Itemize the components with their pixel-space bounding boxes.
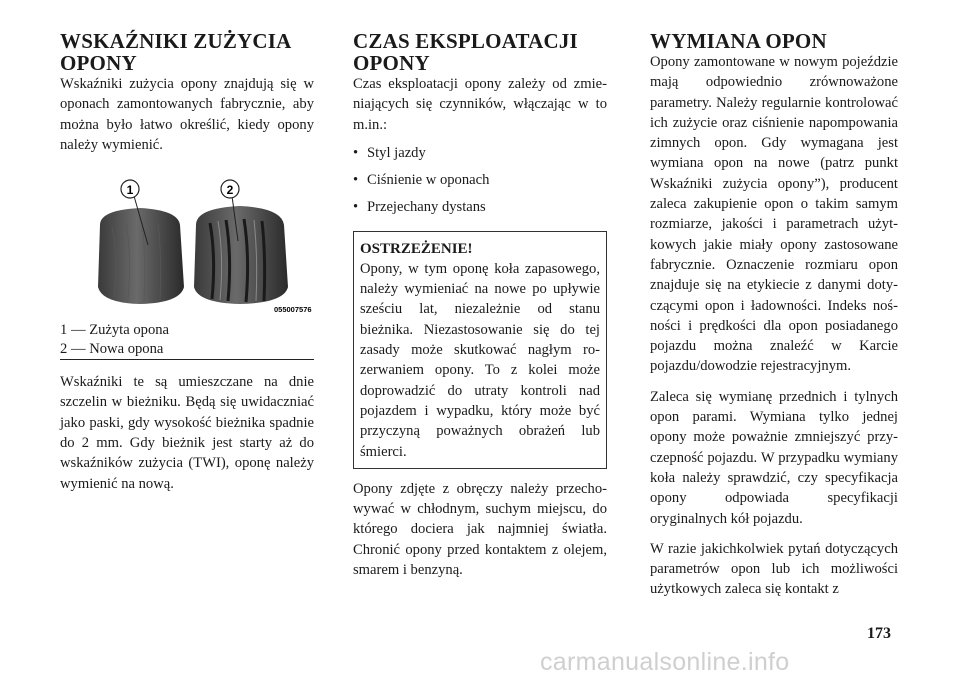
column-2 [353, 30, 607, 580]
warning-text: Opony, w tym oponę koła zapasowego, należy wymieniać na nowe po upływie sześciu lat, niezależnie od stanu bieżnika. Niezastosowanie się do tej zasady może skutkować nagłym rozerwaniem opony. To z kolei może doprowadzić do utraty kontroli nad pojazdem i wypadku, który może być przyczyną poważnych obrażeń lub śmierci. [360, 260, 600, 460]
watermark: carmanualsonline.info [540, 648, 790, 676]
callout-2-label: 2 [226, 183, 234, 198]
replacement-para-3: W razie jakichkolwiek pytań dotyczących parametrów opon lub ich możliwości użytkowych zaleca się kontakt z [650, 540, 898, 598]
list-item: • Przejechany dystans [353, 198, 486, 215]
caption-new: 2 — Nowa opona [60, 341, 164, 358]
warning-box [353, 231, 607, 469]
section-heading-tire-life: CZAS EKSPLOATACJI OPONY [353, 29, 578, 75]
new-tire [194, 206, 288, 304]
tire-comparison-image [60, 175, 314, 315]
warning-title: OSTRZEŻENIE! [360, 240, 473, 257]
worn-tire [98, 208, 184, 304]
tire-storage-text: Opony zdjęte z obręczy należy przechowywać w chłodnym, suchym miejscu, do którego dociera jak najmniej światła. Chronić opony przed kontaktem z olejem, smarem i benzyną. [353, 480, 607, 579]
tire-life-intro: Czas eksploatacji opony zależy od zmieniających się czynników, włączając w to m.in.: [353, 76, 607, 133]
page-number: 173 [867, 625, 891, 642]
caption-rule [60, 359, 314, 360]
section-heading-tread-wear: WSKAŹNIKI ZUŻYCIA OPONY [60, 29, 291, 75]
column-3 [650, 30, 898, 600]
factor-list [353, 143, 607, 217]
column-1 [60, 30, 314, 494]
tread-wear-intro: Wskaźniki zużycia opony znajdują się w oponach zamontowanych fabrycznie, aby można było łatwo określić, kiedy opony należy wymienić. [60, 76, 314, 153]
list-item: • Ciśnienie w oponach [353, 171, 490, 188]
section-heading-tire-replacement: WYMIANA OPON [650, 29, 827, 53]
callout-1-label: 1 [126, 183, 134, 198]
figure-code: 055007576 [274, 305, 312, 315]
tire-illustration [60, 175, 314, 315]
list-item: • Styl jazdy [353, 144, 426, 161]
replacement-para-1: Opony zamontowane w nowym pojeździe mają odpowiednio zrównoważone parametry. Należy regularnie kontrolować ich zużycie oraz ciśnienie napompowania zimnych opon. Gdy wymagana jest wymiana opon na nowe (patrz punkt Wskaźniki zużycia opony”), producent zaleca zakupienie opon o takim samym rozmiarze, jakości i parametrach użytkowych jakie miały opony zastosowane fabrycznie. Oznaczenie rozmiaru opon znajduje się na etykiecie z danymi dotyczącymi opon i ładowności. Indeks nośności i prędkości dla opon posiadanego pojazdu można znaleźć w Karcie pojazdu/dowodzie rejestracyjnym. [650, 54, 898, 375]
caption-worn: 1 — Zużyta opona [60, 322, 170, 339]
replacement-para-2: Zaleca się wymianę przednich i tylnych opon parami. Wymiana tylko jednej opony może poważnie zmniejszyć przyczepność pojazdu. W przypadku wymiany koła należy sprawdzić, czy specyfikacja opony odpowiada specyfikacji oryginalnych kół pojazdu. [650, 388, 898, 527]
tread-wear-body: Wskaźniki te są umieszczane na dnie szczelin w bieżniku. Będą się uwidaczniać jako paski, gdy wysokość bieżnika spadnie do 2 mm. Gdy bieżnik jest starty aż do wskaźników zużycia (TWI), oponę należy wymienić na nową. [60, 374, 314, 492]
